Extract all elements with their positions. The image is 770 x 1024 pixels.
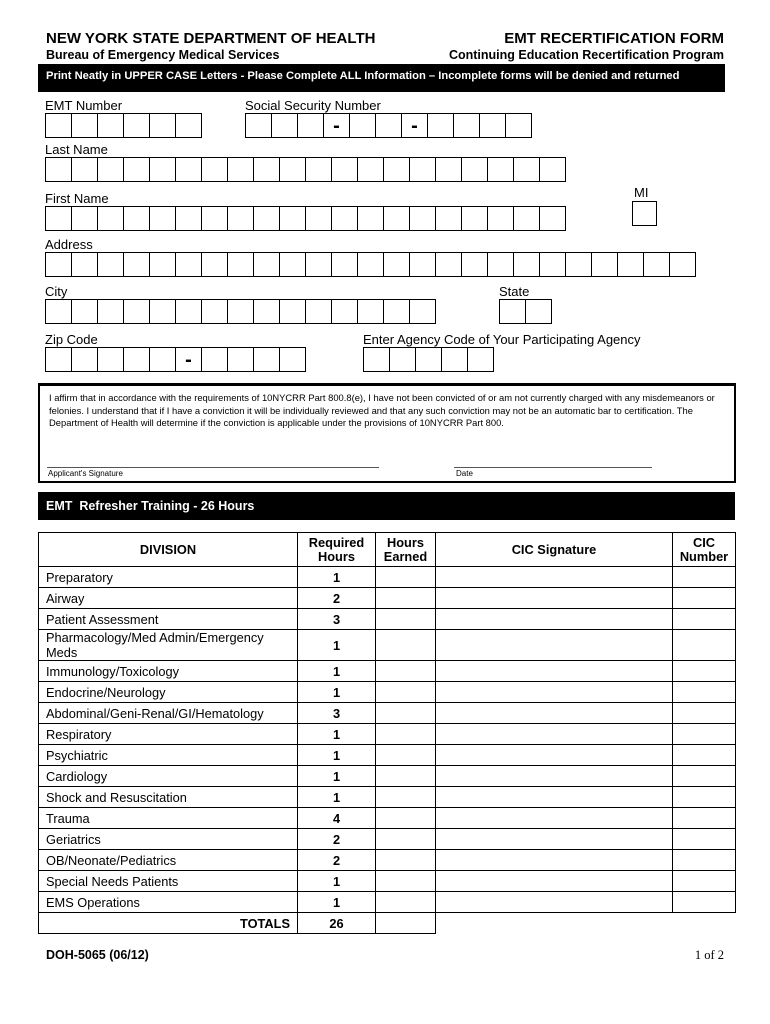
cic-signature-cell[interactable] <box>436 588 673 609</box>
cic-number-cell[interactable] <box>673 724 736 745</box>
table-row <box>39 567 736 588</box>
required-hours-cell: 2 <box>298 850 376 871</box>
required-hours-cell: 1 <box>298 567 376 588</box>
hours-earned-cell[interactable] <box>376 682 436 703</box>
agency-code-label: Enter Agency Code of Your Participating Agency <box>363 332 641 347</box>
division-cell: Endocrine/Neurology <box>39 682 298 703</box>
cic-number-cell[interactable] <box>673 745 736 766</box>
cic-signature-cell[interactable] <box>436 609 673 630</box>
cic-signature-cell[interactable] <box>436 787 673 808</box>
zip-dash: - <box>185 348 192 371</box>
cic-number-cell[interactable] <box>673 787 736 808</box>
hours-earned-cell[interactable] <box>376 630 436 661</box>
required-hours-cell: 1 <box>298 745 376 766</box>
ssn-field[interactable] <box>245 113 532 138</box>
required-hours-cell: 1 <box>298 682 376 703</box>
hours-earned-cell[interactable] <box>376 724 436 745</box>
cic-signature-cell[interactable] <box>436 829 673 850</box>
cic-signature-cell[interactable] <box>436 682 673 703</box>
cic-number-header: CIC Number <box>673 533 736 567</box>
table-row <box>39 871 736 892</box>
table-row <box>39 661 736 682</box>
hours-earned-cell[interactable] <box>376 808 436 829</box>
hours-earned-cell[interactable] <box>376 567 436 588</box>
required-hours-cell: 1 <box>298 766 376 787</box>
last-name-label: Last Name <box>45 142 108 157</box>
state-field[interactable] <box>499 299 552 324</box>
cic-number-cell[interactable] <box>673 766 736 787</box>
instructions-text: Print Neatly in UPPER CASE Letters - Please Complete ALL Information – Incomplete forms will be denied and returned <box>46 70 680 82</box>
hours-earned-cell[interactable] <box>376 850 436 871</box>
form-title: EMT RECERTIFICATION FORM <box>504 30 724 47</box>
signature-line[interactable] <box>47 467 379 468</box>
division-cell: Cardiology <box>39 766 298 787</box>
division-cell: Airway <box>39 588 298 609</box>
last-name-field[interactable] <box>45 157 566 182</box>
table-row <box>39 766 736 787</box>
table-row <box>39 724 736 745</box>
table-row <box>39 682 736 703</box>
division-cell: Special Needs Patients <box>39 871 298 892</box>
required-hours-cell: 4 <box>298 808 376 829</box>
department-title: NEW YORK STATE DEPARTMENT OF HEALTH <box>46 30 376 47</box>
cic-signature-cell[interactable] <box>436 766 673 787</box>
division-cell: Patient Assessment <box>39 609 298 630</box>
cic-signature-header: CIC Signature <box>436 533 673 567</box>
required-hours-cell: 1 <box>298 630 376 661</box>
cic-number-cell[interactable] <box>673 588 736 609</box>
cic-number-cell[interactable] <box>673 567 736 588</box>
training-section-title: EMT Refresher Training - 26 Hours <box>46 499 255 513</box>
cic-signature-cell[interactable] <box>436 661 673 682</box>
date-line[interactable] <box>454 467 652 468</box>
cic-number-cell[interactable] <box>673 808 736 829</box>
table-row <box>39 829 736 850</box>
cic-signature-cell[interactable] <box>436 745 673 766</box>
page-number: 1 of 2 <box>694 948 724 962</box>
cic-signature-cell[interactable] <box>436 630 673 661</box>
mi-field[interactable] <box>632 201 657 226</box>
signature-caption: Applicant's Signature <box>48 469 123 478</box>
division-cell: Respiratory <box>39 724 298 745</box>
table-row <box>39 588 736 609</box>
table-header-row <box>39 533 736 567</box>
table-row <box>39 630 736 661</box>
cic-number-cell[interactable] <box>673 850 736 871</box>
training-table <box>38 532 736 934</box>
cic-number-cell[interactable] <box>673 661 736 682</box>
division-cell: Shock and Resuscitation <box>39 787 298 808</box>
required-hours-cell: 1 <box>298 787 376 808</box>
zip-code-field[interactable] <box>45 347 306 372</box>
required-hours-cell: 1 <box>298 661 376 682</box>
zip-code-label: Zip Code <box>45 332 98 347</box>
totals-row <box>39 913 736 934</box>
cic-signature-cell[interactable] <box>436 724 673 745</box>
division-cell: Trauma <box>39 808 298 829</box>
cic-number-cell[interactable] <box>673 682 736 703</box>
cic-signature-cell[interactable] <box>436 892 673 913</box>
required-hours-cell: 1 <box>298 892 376 913</box>
table-row <box>39 609 736 630</box>
hours-earned-cell[interactable] <box>376 588 436 609</box>
ssn-dash-1: - <box>333 114 340 137</box>
table-row <box>39 850 736 871</box>
cic-number-cell[interactable] <box>673 609 736 630</box>
emt-number-label: EMT Number <box>45 98 123 113</box>
table-row <box>39 745 736 766</box>
hours-earned-cell[interactable] <box>376 766 436 787</box>
city-field[interactable] <box>45 299 436 324</box>
emt-number-field[interactable] <box>45 113 202 138</box>
hours-earned-cell[interactable] <box>376 661 436 682</box>
required-hours-cell: 3 <box>298 703 376 724</box>
cic-number-cell[interactable] <box>673 630 736 661</box>
division-cell: Immunology/Toxicology <box>39 661 298 682</box>
division-cell: Geriatrics <box>39 829 298 850</box>
cic-signature-cell[interactable] <box>436 703 673 724</box>
program-subtitle: Continuing Education Recertification Program <box>448 48 724 62</box>
city-label: City <box>45 284 68 299</box>
cic-signature-cell[interactable] <box>436 850 673 871</box>
ssn-dash-2: - <box>411 114 418 137</box>
division-cell: Abdominal/Geni-Renal/GI/Hematology <box>39 703 298 724</box>
mi-label: MI <box>634 185 649 200</box>
cic-number-cell[interactable] <box>673 892 736 913</box>
cic-signature-cell[interactable] <box>436 808 673 829</box>
form-number: DOH-5065 (06/12) <box>46 948 149 962</box>
hours-earned-cell[interactable] <box>376 829 436 850</box>
date-caption: Date <box>456 469 473 478</box>
first-name-label: First Name <box>45 191 109 206</box>
division-cell: EMS Operations <box>39 892 298 913</box>
first-name-field[interactable] <box>45 206 566 231</box>
required-hours-cell: 1 <box>298 871 376 892</box>
hours-earned-cell[interactable] <box>376 703 436 724</box>
cic-signature-cell[interactable] <box>436 567 673 588</box>
required-hours-header: Required Hours <box>298 533 376 567</box>
state-label: State <box>499 284 530 299</box>
totals-label: TOTALS <box>39 913 298 934</box>
hours-earned-cell[interactable] <box>376 787 436 808</box>
address-field[interactable] <box>45 252 696 277</box>
bureau-subtitle: Bureau of Emergency Medical Services <box>46 48 280 62</box>
totals-value: 26 <box>298 913 376 934</box>
table-row <box>39 787 736 808</box>
hours-earned-cell[interactable] <box>376 745 436 766</box>
totals-hours-earned-cell[interactable] <box>376 913 436 934</box>
affirmation-box <box>38 383 736 483</box>
table-row <box>39 892 736 913</box>
table-row <box>39 808 736 829</box>
hours-earned-cell[interactable] <box>376 609 436 630</box>
division-cell: Psychiatric <box>39 745 298 766</box>
required-hours-cell: 3 <box>298 609 376 630</box>
instructions-banner <box>38 64 725 92</box>
cic-number-cell[interactable] <box>673 703 736 724</box>
division-cell: Pharmacology/Med Admin/Emergency Meds <box>39 630 298 661</box>
hours-earned-header: Hours Earned <box>376 533 436 567</box>
affirmation-text: I affirm that in accordance with the requirements of 10NYCRR Part 800.8(e), I have not been convicted of or am not currently charged with any misdemeanors or felonies. I understand that if I have a conviction it will be individually reviewed and that any such conviction may not be an automatic bar to certification. The Department of Health will determine if the conviction is applicable under the provisions of 10NYCRR Part 800. <box>49 392 715 428</box>
cic-signature-cell[interactable] <box>436 871 673 892</box>
division-cell: OB/Neonate/Pediatrics <box>39 850 298 871</box>
required-hours-cell: 1 <box>298 724 376 745</box>
ssn-label: Social Security Number <box>245 98 381 113</box>
division-header: DIVISION <box>39 533 298 567</box>
training-section-banner <box>38 492 735 520</box>
cic-number-cell[interactable] <box>673 829 736 850</box>
table-row <box>39 703 736 724</box>
division-cell: Preparatory <box>39 567 298 588</box>
agency-code-field[interactable] <box>363 347 494 372</box>
hours-earned-cell[interactable] <box>376 892 436 913</box>
required-hours-cell: 2 <box>298 829 376 850</box>
hours-earned-cell[interactable] <box>376 871 436 892</box>
address-label: Address <box>45 237 93 252</box>
required-hours-cell: 2 <box>298 588 376 609</box>
cic-number-cell[interactable] <box>673 871 736 892</box>
